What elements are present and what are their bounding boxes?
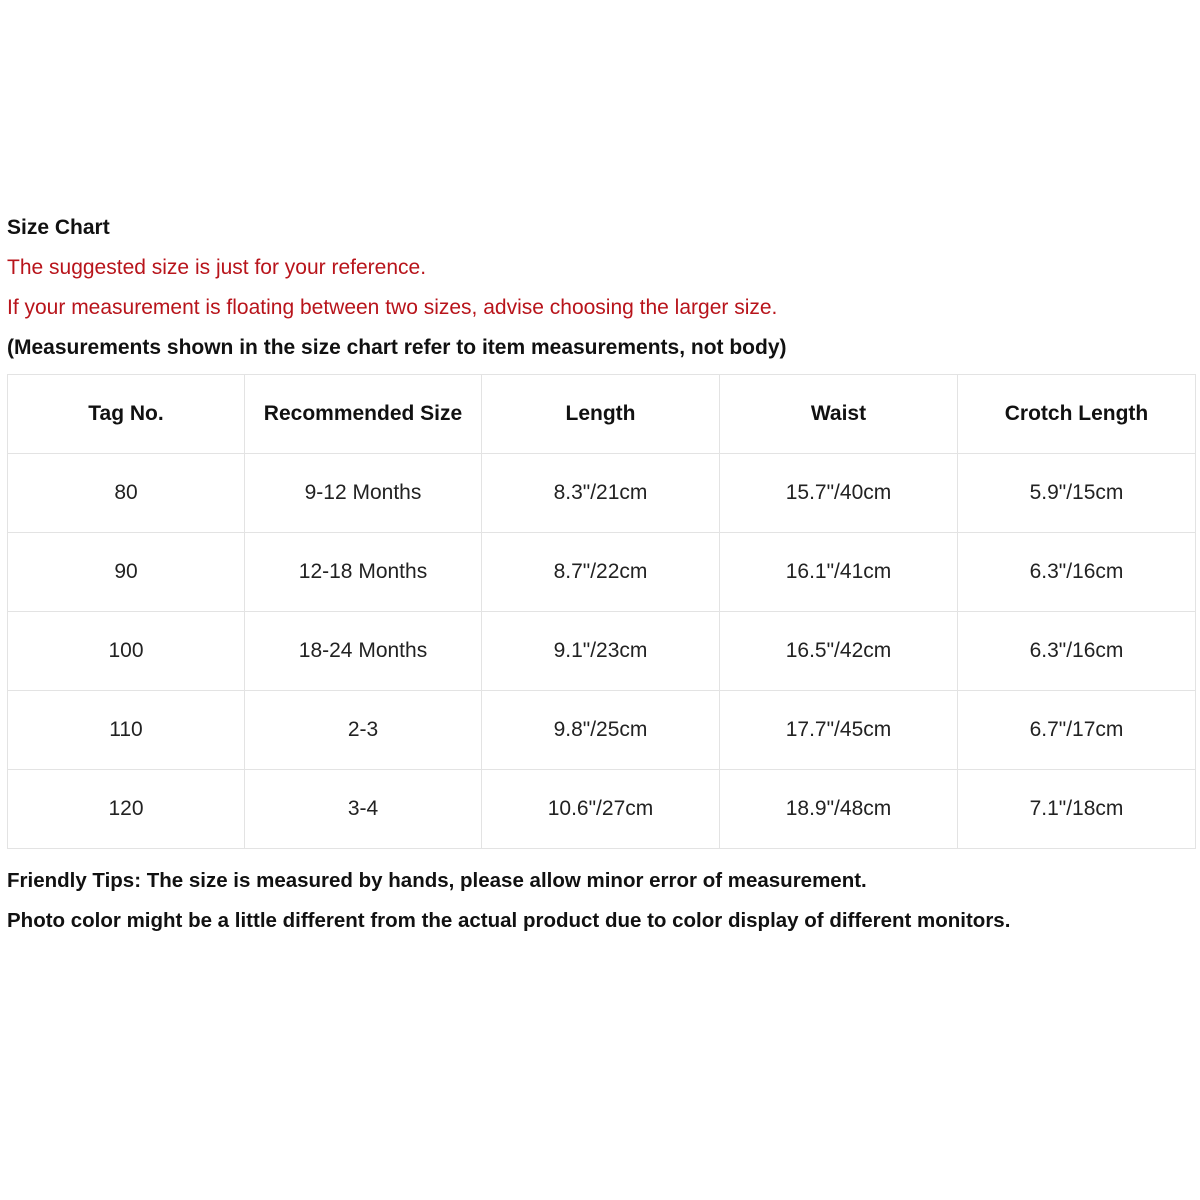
page-title: Size Chart [7, 216, 110, 239]
cell-tag-no: 90 [8, 533, 245, 612]
reference-note: The suggested size is just for your reference. [7, 256, 427, 279]
cell-recommended-size: 2-3 [245, 691, 482, 770]
size-chart-header [7, 208, 1192, 368]
cell-tag-no: 80 [8, 454, 245, 533]
table-row [8, 770, 1196, 849]
cell-recommended-size: 12-18 Months [245, 533, 482, 612]
cell-crotch-length: 6.7"/17cm [958, 691, 1196, 770]
cell-waist: 18.9"/48cm [720, 770, 958, 849]
color-tip: Photo color might be a little different from the actual product due to color display of different monitors. [7, 909, 1011, 932]
cell-recommended-size: 9-12 Months [245, 454, 482, 533]
column-header-tag-no: Tag No. [8, 375, 245, 454]
table-row [8, 612, 1196, 691]
size-table [7, 374, 1196, 849]
cell-tag-no: 100 [8, 612, 245, 691]
measurement-tip: Friendly Tips: The size is measured by hands, please allow minor error of measurement. [7, 869, 867, 892]
column-header-waist: Waist [720, 375, 958, 454]
cell-length: 9.8"/25cm [482, 691, 720, 770]
cell-length: 10.6"/27cm [482, 770, 720, 849]
cell-recommended-size: 3-4 [245, 770, 482, 849]
cell-waist: 17.7"/45cm [720, 691, 958, 770]
cell-waist: 16.1"/41cm [720, 533, 958, 612]
measurements-note: (Measurements shown in the size chart refer to item measurements, not body) [7, 336, 787, 359]
cell-waist: 15.7"/40cm [720, 454, 958, 533]
between-sizes-note: If your measurement is floating between two sizes, advise choosing the larger size. [7, 296, 778, 319]
cell-length: 8.7"/22cm [482, 533, 720, 612]
cell-crotch-length: 6.3"/16cm [958, 533, 1196, 612]
cell-crotch-length: 6.3"/16cm [958, 612, 1196, 691]
table-row [8, 454, 1196, 533]
table-header-row [8, 375, 1196, 454]
size-chart-footer [7, 861, 1197, 941]
column-header-crotch-length: Crotch Length [958, 375, 1196, 454]
table-row [8, 691, 1196, 770]
cell-tag-no: 110 [8, 691, 245, 770]
cell-recommended-size: 18-24 Months [245, 612, 482, 691]
cell-crotch-length: 5.9"/15cm [958, 454, 1196, 533]
cell-length: 8.3"/21cm [482, 454, 720, 533]
cell-waist: 16.5"/42cm [720, 612, 958, 691]
column-header-length: Length [482, 375, 720, 454]
column-header-recommended-size: Recommended Size [245, 375, 482, 454]
cell-length: 9.1"/23cm [482, 612, 720, 691]
cell-tag-no: 120 [8, 770, 245, 849]
table-row [8, 533, 1196, 612]
cell-crotch-length: 7.1"/18cm [958, 770, 1196, 849]
